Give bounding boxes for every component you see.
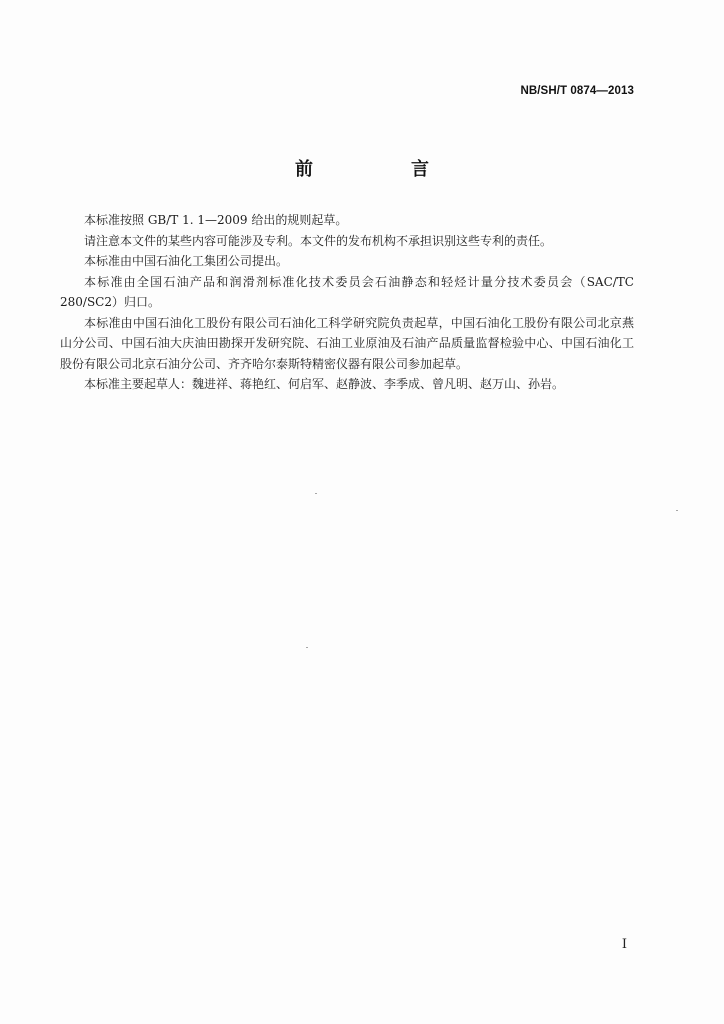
paragraph-drafting-rules: 本标准按照 GB/T 1. 1—2009 给出的规则起草。 [84, 213, 348, 227]
scan-speck [676, 510, 678, 511]
page-title: 前 言 [295, 159, 469, 180]
foreword-body [60, 210, 634, 395]
standard-code: NB/SH/T 0874—2013 [520, 85, 634, 97]
paragraph-committee: 本标准由全国石油产品和润滑剂标准化技术委员会石油静态和轻烃计量分技术委员会（SAC/TC 280/SC2）归口。 [60, 274, 634, 309]
page-number: I [621, 937, 627, 952]
paragraph-patent-notice: 请注意本文件的某些内容可能涉及专利。本文件的发布机构不承担识别这些专利的责任。 [84, 233, 553, 248]
paragraph-drafting-units: 本标准由中国石油化工股份有限公司石油化工科学研究院负责起草，中国石油化工股份有限公司北京燕山分公司、中国石油大庆油田勘探开发研究院、石油工业原油及石油产品质量监督检验中心、中国石油化工股份有限公司北京石油分公司、齐齐哈尔泰斯特精密仪器有限公司参加起草。 [60, 315, 634, 371]
scan-speck [315, 493, 317, 494]
scan-speck [306, 647, 308, 648]
paragraph-proposer: 本标准由中国石油化工集团公司提出。 [84, 254, 289, 268]
paragraph-drafters: 本标准主要起草人：魏进祥、蒋艳红、何启军、赵静波、李季成、曾凡明、赵万山、孙岩。 [84, 377, 565, 391]
